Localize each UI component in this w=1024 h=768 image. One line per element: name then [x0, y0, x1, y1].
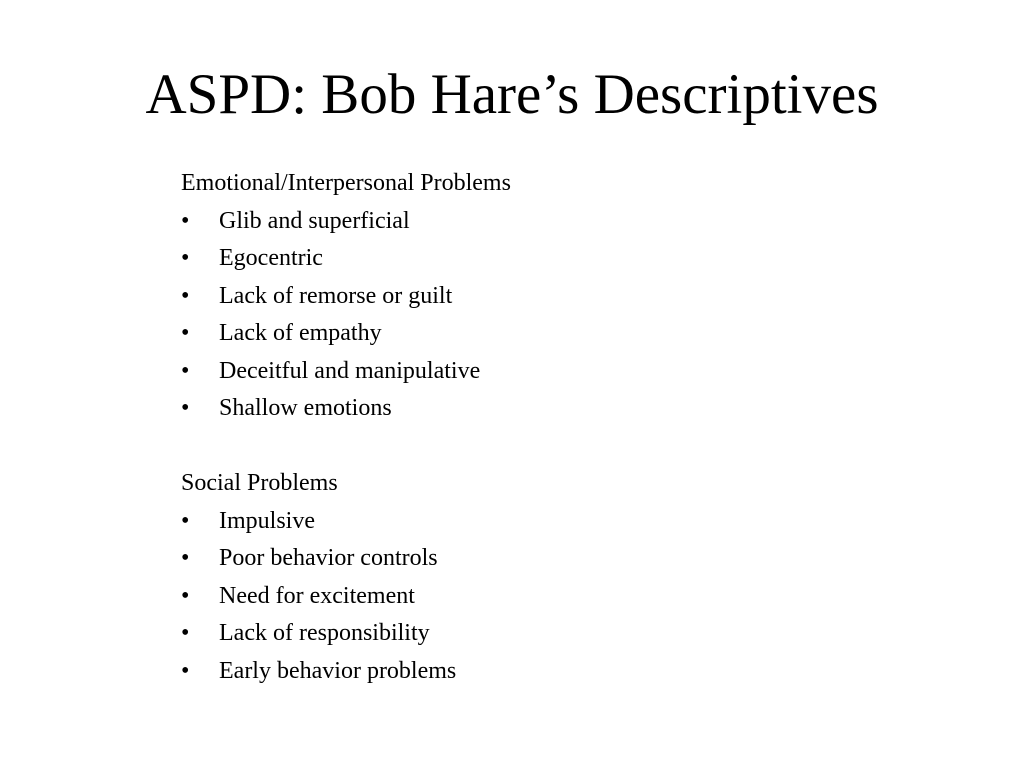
- bullet-item: [181, 356, 881, 394]
- bullet-icon: •: [181, 582, 190, 609]
- bullet-icon: •: [181, 507, 190, 534]
- bullet-icon: •: [181, 207, 190, 234]
- section-heading: Emotional/Interpersonal Problems: [181, 170, 511, 196]
- section-heading: Social Problems: [181, 470, 338, 496]
- bullet-item: [181, 581, 881, 619]
- bullet-text: Shallow emotions: [219, 395, 392, 421]
- bullet-item: [181, 243, 881, 281]
- bullet-text: Glib and superficial: [219, 207, 410, 234]
- section-social: [181, 468, 881, 693]
- bullet-icon: •: [181, 282, 190, 309]
- bullet-text: Need for excitement: [219, 582, 415, 609]
- bullet-text: Lack of empathy: [219, 320, 382, 346]
- bullet-item: [181, 206, 881, 244]
- bullet-icon: •: [181, 620, 190, 646]
- section-spacer: [181, 431, 881, 469]
- section-emotional-interpersonal: [181, 168, 881, 431]
- bullet-text: Lack of remorse or guilt: [219, 282, 453, 309]
- slide-title: ASPD: Bob Hare’s Descriptives: [145, 63, 879, 126]
- bullet-icon: •: [181, 245, 190, 271]
- bullet-item: [181, 506, 881, 544]
- bullet-item: [181, 281, 881, 319]
- bullet-item: [181, 543, 881, 581]
- bullet-item: [181, 656, 881, 694]
- bullet-icon: •: [181, 320, 190, 346]
- bullet-item: [181, 618, 881, 656]
- bullet-text: Early behavior problems: [219, 657, 457, 684]
- bullet-list: [181, 506, 881, 694]
- bullet-text: Deceitful and manipulative: [219, 357, 481, 384]
- bullet-list: [181, 206, 881, 431]
- bullet-icon: •: [181, 357, 190, 384]
- bullet-icon: •: [181, 395, 190, 421]
- bullet-text: Lack of responsibility: [219, 620, 430, 646]
- slide-content: [181, 168, 881, 693]
- bullet-icon: •: [181, 657, 190, 684]
- bullet-item: [181, 318, 881, 356]
- bullet-text: Egocentric: [219, 245, 323, 271]
- bullet-text: Poor behavior controls: [219, 545, 438, 571]
- bullet-item: [181, 393, 881, 431]
- bullet-text: Impulsive: [219, 507, 315, 534]
- bullet-icon: •: [181, 545, 190, 571]
